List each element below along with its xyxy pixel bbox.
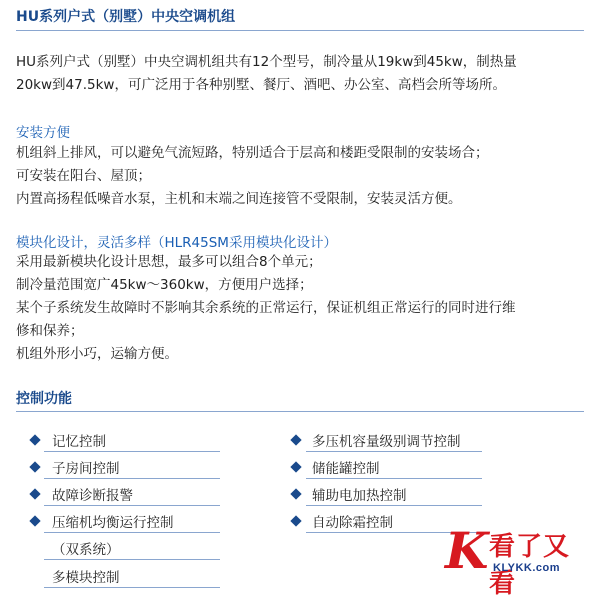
bullet-diamond-icon <box>29 461 40 472</box>
item-divider <box>44 559 220 560</box>
control-item-right: 辅助电加热控制 <box>312 488 407 504</box>
intro-line: HU系列户式（别墅）中央空调机组共有12个型号，制冷量从19kw到45kw，制热量 <box>16 54 517 70</box>
page-title: HU系列户式（别墅）中央空调机组 <box>16 9 236 25</box>
install-paragraph <box>16 142 586 211</box>
bullet-diamond-icon <box>290 488 301 499</box>
logo-text: 看了又看 <box>489 532 571 599</box>
control-item-note: （双系统） <box>52 542 120 558</box>
control-item-left: 多模块控制 <box>52 570 120 586</box>
control-item-right: 自动除霜控制 <box>312 515 393 531</box>
title-divider <box>16 30 584 31</box>
control-item-left: 记忆控制 <box>52 434 106 450</box>
install-line: 内置高扬程低噪音水泵，主机和末端之间连接管不受限制，安装灵活方便。 <box>16 191 462 207</box>
item-divider <box>44 532 220 533</box>
modular-line: 制冷量范围宽广45kw～360kw，方便用户选择； <box>16 277 313 293</box>
logo-url: KLYKK.com <box>493 562 561 574</box>
modular-paragraph <box>16 251 586 366</box>
control-item-left: 子房间控制 <box>52 461 120 477</box>
install-line: 可安装在阳台、屋顶； <box>16 168 151 184</box>
control-item-right: 多压机容量级别调节控制 <box>312 434 461 450</box>
item-divider <box>44 587 220 588</box>
item-divider <box>44 505 220 506</box>
control-divider <box>16 411 584 412</box>
modular-line: 某个子系统发生故障时不影响其余系统的正常运行，保证机组正常运行的同时进行维 <box>16 300 516 316</box>
item-divider <box>306 451 482 452</box>
klykk-logo <box>445 521 585 599</box>
control-item-left: 压缩机均衡运行控制 <box>52 515 174 531</box>
install-line: 机组斜上排风，可以避免气流短路，特别适合于层高和楼距受限制的安装场合； <box>16 145 489 161</box>
bullet-diamond-icon <box>290 461 301 472</box>
intro-line: 20kw到47.5kw，可广泛用于各种别墅、餐厅、酒吧、办公室、高档会所等场所。 <box>16 77 506 93</box>
item-divider <box>44 451 220 452</box>
bullet-diamond-icon <box>290 434 301 445</box>
item-divider <box>44 478 220 479</box>
bullet-diamond-icon <box>290 515 301 526</box>
bullet-diamond-icon <box>29 488 40 499</box>
item-divider <box>306 478 482 479</box>
modular-heading: 模块化设计，灵活多样（HLR45SM采用模块化设计） <box>16 235 337 251</box>
control-item-right: 储能罐控制 <box>312 461 380 477</box>
bullet-diamond-icon <box>29 515 40 526</box>
modular-line: 采用最新模块化设计思想，最多可以组合8个单元； <box>16 254 322 270</box>
modular-line: 机组外形小巧，运输方便。 <box>16 346 178 362</box>
modular-line: 修和保养； <box>16 323 84 339</box>
bullet-diamond-icon <box>29 434 40 445</box>
install-heading: 安装方便 <box>16 125 70 141</box>
control-title: 控制功能 <box>16 391 72 407</box>
intro-paragraph <box>16 51 586 97</box>
control-item-left: 故障诊断报警 <box>52 488 133 504</box>
item-divider <box>306 505 482 506</box>
logo-k-mark: K <box>445 521 489 580</box>
